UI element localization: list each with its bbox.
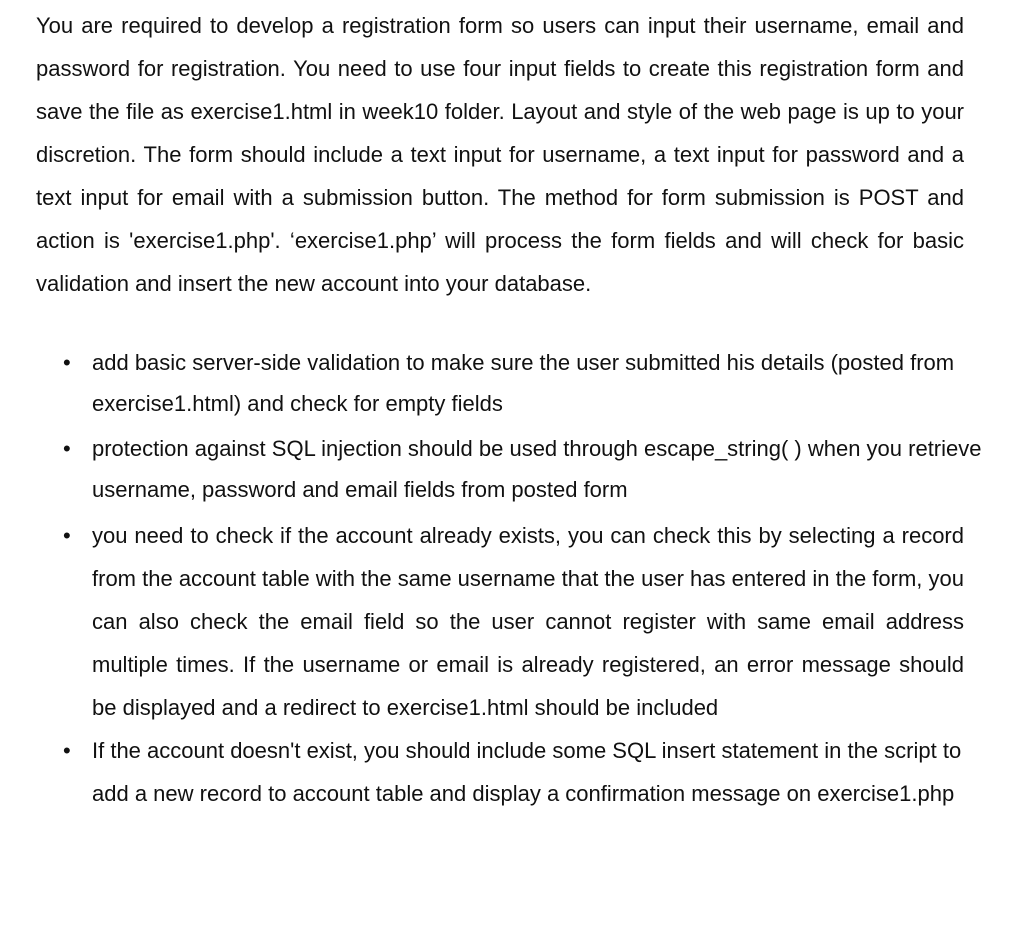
list-item <box>63 514 964 729</box>
list-item <box>63 729 990 815</box>
list-item-text: protection against SQL injection should be used through escape_string( ) when you retrieve username, password and email fields from posted form <box>92 436 982 502</box>
bullet-icon: • <box>63 436 71 461</box>
bullet-icon: • <box>63 738 71 763</box>
list-item <box>63 428 990 510</box>
list-item-text: If the account doesn't exist, you should include some SQL insert statement in the script to add a new record to account table and display a confirmation message on exercise1.php <box>92 738 962 806</box>
bullet-icon: • <box>63 523 71 548</box>
bullet-icon: • <box>63 350 71 375</box>
requirements-list <box>0 342 1024 815</box>
list-item <box>63 342 990 424</box>
list-item-text: add basic server-side validation to make sure the user submitted his details (posted from exercise1.html) and check for empty fields <box>92 350 955 416</box>
intro-paragraph: You are required to develop a registration form so users can input their username, email and password for registration. You need to use four input fields to create this registration form and save the file as exercise1.html in week10 folder. Layout and style of the web page is up to your discretion. The form should include a text input for username, a text input for password and a text input for email with a submission button. The method for form submission is POST and action is 'exercise1.php'. ‘exercise1.php’ will process the form fields and will check for basic validation and insert the new account into your database. <box>36 13 964 296</box>
list-item-text: you need to check if the account already exists, you can check this by selecting a record from the account table with the same username that the user has entered in the form, you can also check the email field so the user cannot register with same email address multiple times. If the username or email is already registered, an error message should be displayed and a redirect to exercise1.html should be included <box>92 523 964 720</box>
